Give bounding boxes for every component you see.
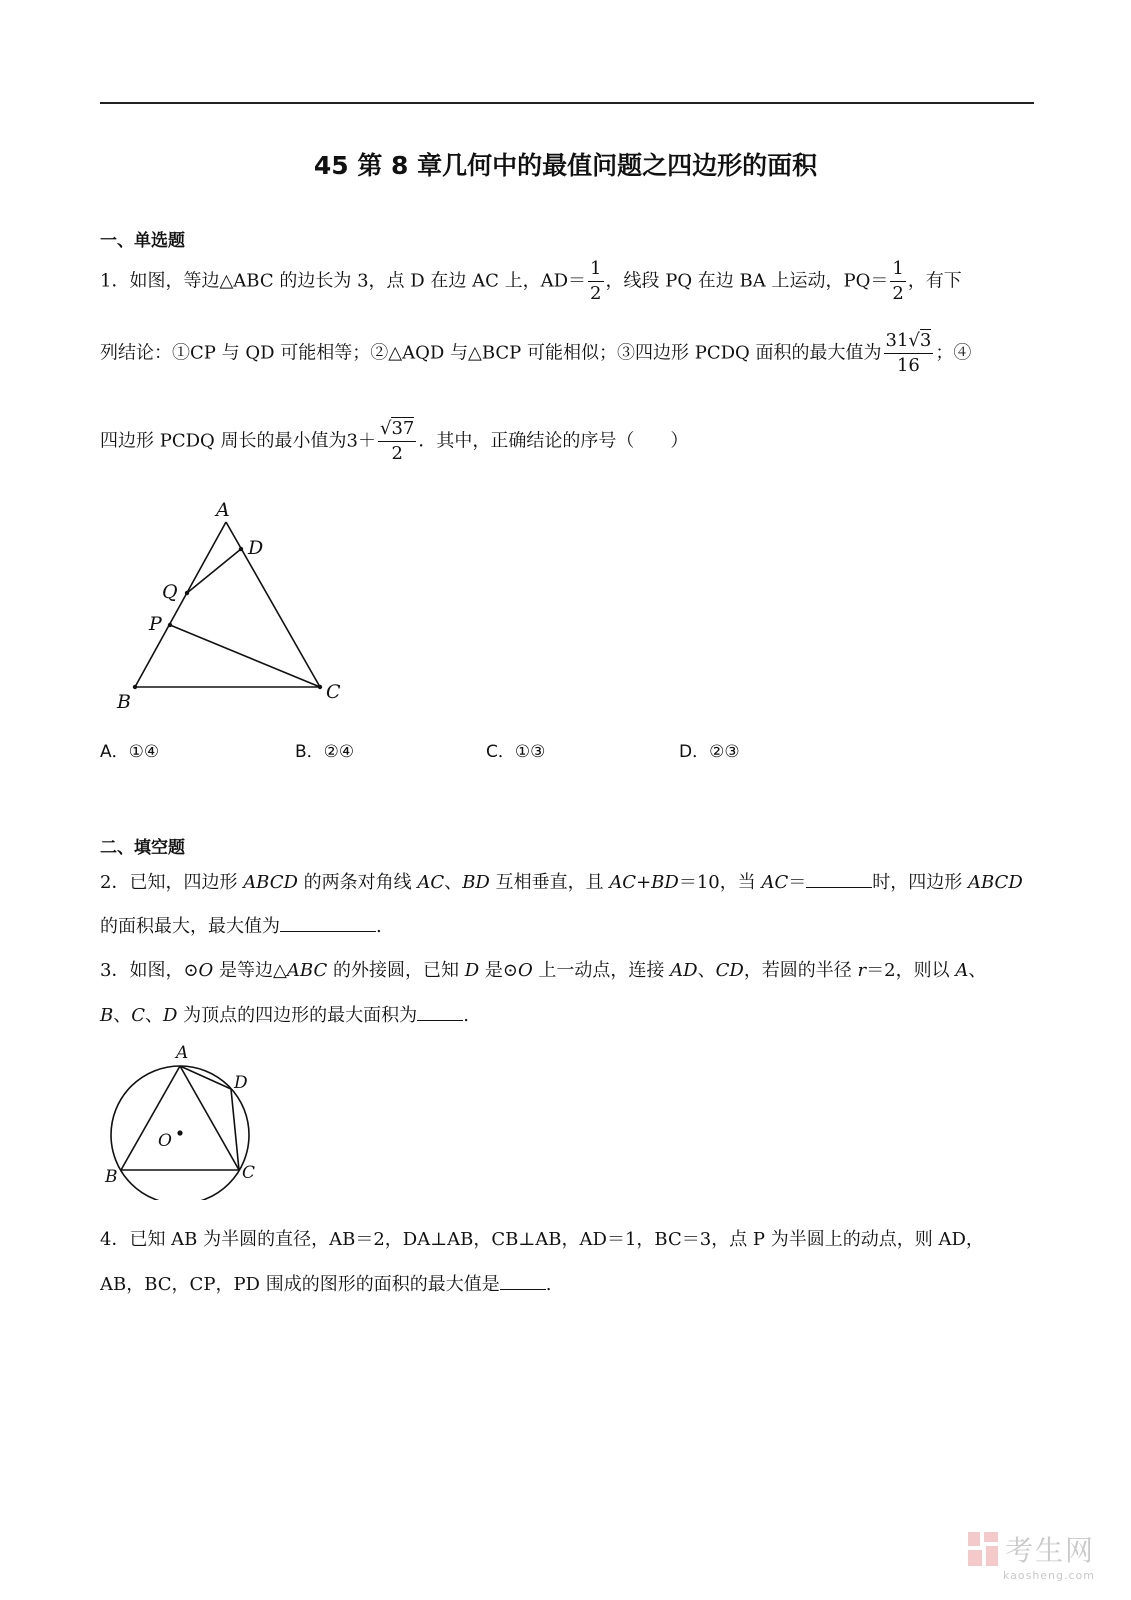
fraction-pq: $\frac{1}{2}$	[892, 258, 904, 304]
option-d[interactable]: D．②③	[679, 742, 740, 762]
page-title: 45 第 8 章几何中的最值问题之四边形的面积	[313, 151, 818, 180]
label-c: C	[326, 681, 341, 703]
watermark-text: 考生网	[1004, 1534, 1095, 1567]
option-b[interactable]: B．②④	[295, 742, 355, 762]
answer-blank-ac[interactable]	[806, 871, 872, 888]
label-d: D	[234, 1073, 248, 1093]
question-4-line-2: AB，BC，CP，PD 围成的图形的面积的最大值是 .	[100, 1274, 552, 1295]
watermark-url: kaosheng.com	[1002, 1569, 1095, 1582]
label-c: C	[242, 1163, 256, 1183]
answer-blank-max-quad-area[interactable]	[417, 1004, 463, 1021]
fraction-min-perimeter: $\frac{√37}{2}$	[379, 418, 415, 464]
question-2-line-1: 2．已知，四边形 ABCD 的两条对角线 AC、BD 互相垂直，且 AC+BD＝10，当 AC＝ 时，四边形 ABCD	[100, 872, 1023, 893]
label-p: P	[149, 613, 162, 635]
question-3-line-2: B、C、D 为顶点的四边形的最大面积为 .	[100, 1005, 469, 1026]
point-p	[168, 623, 172, 627]
question-4-line-1: 4．已知 AB 为半圆的直径，AB＝2，DA⊥AB，CB⊥AB，AD＝1，BC＝3，点 P 为半圆上的动点，则 AD，	[100, 1229, 984, 1250]
label-b: B	[105, 1167, 118, 1187]
label-b: B	[117, 691, 131, 713]
answer-blank-max-area[interactable]	[280, 915, 376, 932]
fraction-max-area: $\frac{31√3}{16}$	[885, 330, 932, 376]
question-1-line-1: 1．如图，等边△ABC 的边长为 3，点 D 在边 AC 上，AD＝ $\frac{1}{2}$ ，线段 PQ 在边 BA 上运动，PQ＝ $\frac{1}{2}$ ，有下	[100, 258, 962, 304]
label-o: O	[158, 1131, 172, 1151]
section-heading-fill-blank: 二、填空题	[100, 838, 185, 858]
point-b	[133, 685, 137, 689]
point-d	[239, 547, 243, 551]
question-1-line-2: 列结论：①CP 与 QD 可能相等；②△AQD 与△BCP 可能相似；③四边形 PCDQ 面积的最大值为 $\frac{31√3}{16}$ ；④	[100, 330, 972, 376]
kaosheng-logo-icon	[966, 1530, 1000, 1568]
question-1-line-3: 四边形 PCDQ 周长的最小值为3＋ $\frac{√37}{2}$ ．其中，正确结论的序号（ ）	[100, 418, 689, 464]
label-q: Q	[162, 581, 178, 603]
side-ac	[226, 522, 320, 687]
side-ab	[135, 522, 226, 687]
fraction-ad: $\frac{1}{2}$	[590, 258, 602, 304]
center-o	[177, 1130, 182, 1135]
question-2-line-2: 的面积最大，最大值为 .	[100, 916, 382, 937]
label-d: D	[248, 537, 264, 559]
option-c[interactable]: C．①③	[486, 742, 546, 762]
segment-ad	[180, 1066, 231, 1089]
answer-blank-max-area-semicircle[interactable]	[500, 1273, 546, 1290]
label-a: A	[176, 1043, 189, 1063]
side-ab	[121, 1066, 180, 1170]
segment-dq	[187, 549, 241, 593]
label-a: A	[216, 499, 230, 521]
segment-pc	[170, 625, 320, 687]
figure-circle-abc	[100, 1040, 270, 1200]
section-heading-single-choice: 一、单选题	[100, 231, 185, 251]
watermark	[966, 1529, 1095, 1582]
figure-triangle-abc	[110, 498, 360, 723]
side-ac	[180, 1066, 239, 1170]
question-3-line-1: 3．如图，⊙O 是等边△ABC 的外接圆，已知 D 是⊙O 上一动点，连接 AD、CD，若圆的半径 r＝2，则以 A、	[100, 960, 987, 981]
point-q	[185, 591, 189, 595]
point-c	[318, 685, 322, 689]
top-rule	[100, 102, 1034, 104]
option-a[interactable]: A．①④	[100, 742, 160, 762]
